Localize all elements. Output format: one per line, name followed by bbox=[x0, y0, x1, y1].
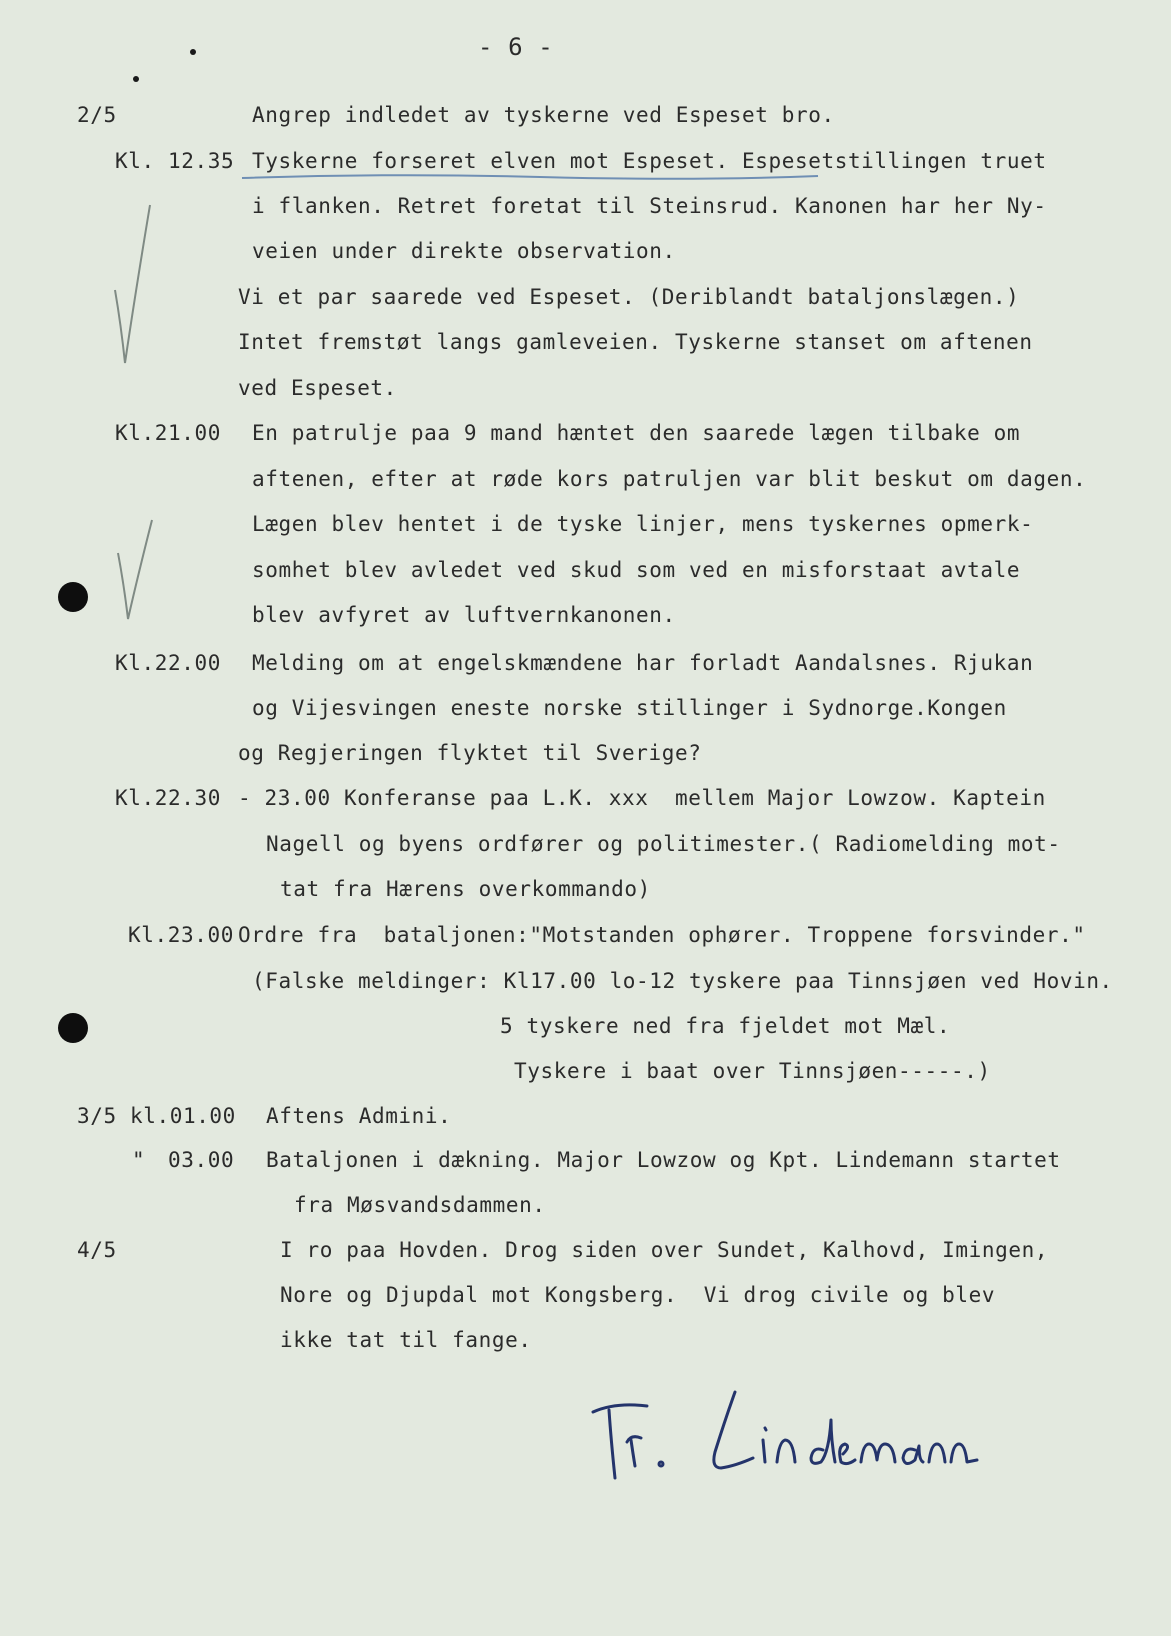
entry-date: 4/5 bbox=[77, 1238, 117, 1262]
text-line: Nagell og byens ordfører og politimester.( Radiomelding mot- bbox=[266, 832, 1061, 856]
text-line: aftenen, efter at røde kors patruljen var blit beskut om dagen. bbox=[252, 467, 1087, 491]
entry-time: Kl. 12.35 bbox=[115, 149, 235, 173]
text-line: tat fra Hærens overkommando) bbox=[280, 877, 651, 901]
entry-time: 03.00 bbox=[168, 1148, 235, 1172]
entry-time: Kl.22.30 bbox=[115, 786, 221, 810]
text-line: Lægen blev hentet i de tyske linjer, mens tyskernes opmerk- bbox=[252, 512, 1034, 536]
text-line: I ro paa Hovden. Drog siden over Sundet, Kalhovd, Imingen, bbox=[280, 1238, 1049, 1262]
text-line: Tyskere i baat over Tinnsjøen-----.) bbox=[514, 1059, 991, 1083]
text-line: Bataljonen i dækning. Major Lowzow og Kpt. Lindemann startet bbox=[266, 1148, 1061, 1172]
text-line: Tyskerne forseret elven mot Espeset. Espesetstillingen truet bbox=[252, 149, 1047, 173]
text-line: og Vijesvingen eneste norske stillinger i Sydnorge.Kongen bbox=[252, 696, 1007, 720]
entry-date: 3/5 kl.01.00 bbox=[77, 1104, 236, 1128]
text-line: Angrep indledet av tyskerne ved Espeset bro. bbox=[252, 103, 835, 127]
entry-time: Kl.21.00 bbox=[115, 421, 221, 445]
stray-dot bbox=[133, 76, 139, 82]
text-line: - 23.00 Konferanse paa L.K. xxx mellem Major Lowzow. Kaptein bbox=[238, 786, 1046, 810]
text-line: Melding om at engelskmændene har forladt Aandalsnes. Rjukan bbox=[252, 651, 1034, 675]
text-line: Vi et par saarede ved Espeset. (Deriblandt bataljonslægen.) bbox=[238, 285, 1020, 309]
entry-time: Kl.22.00 bbox=[115, 651, 221, 675]
page-number: - 6 - bbox=[478, 33, 554, 61]
text-line: (Falske meldinger: Kl17.00 lo-12 tyskere paa Tinnsjøen ved Hovin. bbox=[252, 969, 1113, 993]
check-mark-icon bbox=[105, 185, 165, 375]
check-mark-icon bbox=[110, 515, 170, 625]
text-line: Ordre fra bataljonen:"Motstanden ophører. Troppene forsvinder." bbox=[238, 923, 1086, 947]
stray-dot bbox=[190, 49, 196, 55]
entry-time: Kl.23.00 bbox=[128, 923, 234, 947]
text-line: 5 tyskere ned fra fjeldet mot Mæl. bbox=[500, 1014, 951, 1038]
punch-hole bbox=[58, 1013, 88, 1043]
text-line: og Regjeringen flyktet til Sverige? bbox=[238, 741, 702, 765]
text-line: i flanken. Retret foretat til Steinsrud. Kanonen har her Ny- bbox=[252, 194, 1047, 218]
entry-date: 2/5 bbox=[77, 103, 117, 127]
text-line: Nore og Djupdal mot Kongsberg. Vi drog civile og blev bbox=[280, 1283, 996, 1307]
text-line: Intet fremstøt langs gamleveien. Tyskerne stanset om aftenen bbox=[238, 330, 1033, 354]
text-line: fra Møsvandsdammen. bbox=[294, 1193, 546, 1217]
text-line: somhet blev avledet ved skud som ved en misforstaat avtale bbox=[252, 558, 1021, 582]
text-line: En patrulje paa 9 mand hæntet den saarede lægen tilbake om bbox=[252, 421, 1021, 445]
text-line: ikke tat til fange. bbox=[280, 1328, 532, 1352]
text-line: ved Espeset. bbox=[238, 376, 397, 400]
text-line: Aftens Admini. bbox=[266, 1104, 452, 1128]
signature bbox=[585, 1380, 1005, 1500]
text-line: blev avfyret av luftvernkanonen. bbox=[252, 603, 676, 627]
text-line: veien under direkte observation. bbox=[252, 239, 676, 263]
punch-hole bbox=[58, 582, 88, 612]
entry-date: " bbox=[132, 1148, 146, 1172]
